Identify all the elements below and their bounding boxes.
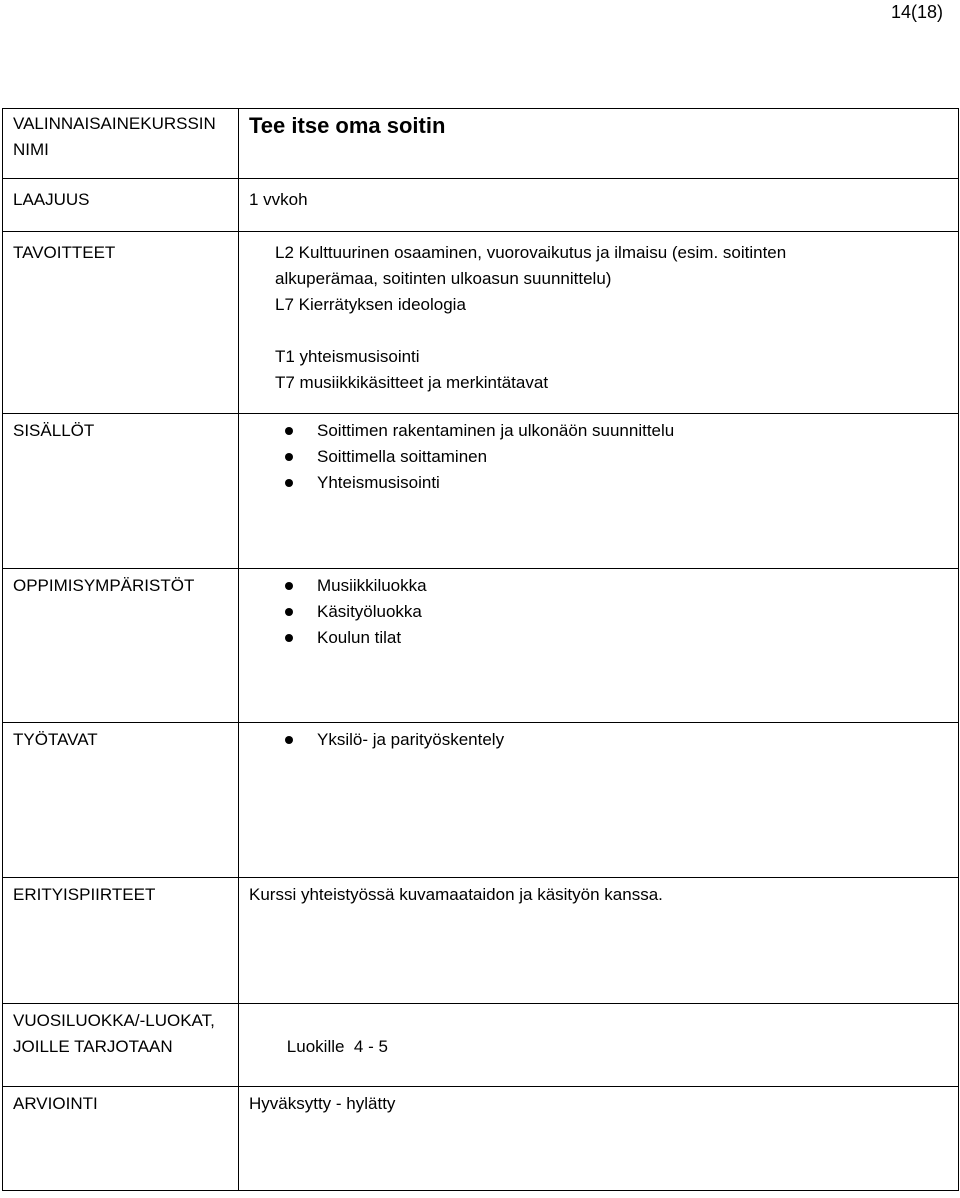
row-environments — [3, 569, 959, 723]
special-label: ERITYISPIIRTEET — [13, 885, 156, 904]
label-cell-contents — [3, 414, 239, 569]
label-cell-methods — [3, 723, 239, 878]
scope-value: 1 vvkoh — [249, 190, 308, 209]
label-cell-grades — [3, 1004, 239, 1087]
goal-line: T7 musiikkikäsitteet ja merkintätavat — [275, 373, 549, 392]
list-item — [249, 444, 948, 470]
goal-line: T1 yhteismusisointi — [275, 347, 420, 366]
list-item — [249, 727, 948, 753]
goal-line: L7 Kierrätyksen ideologia — [275, 295, 466, 314]
row-course-name — [3, 109, 959, 179]
bullet-icon — [285, 453, 293, 461]
course-title: Tee itse oma soitin — [249, 113, 446, 138]
list-item-text: Yhteismusisointi — [317, 473, 440, 492]
bullet-icon — [285, 634, 293, 642]
row-contents — [3, 414, 959, 569]
goal-line: L2 Kulttuurinen osaaminen, vuorovaikutus ja ilmaisu (esim. soitinten — [275, 243, 787, 262]
grades-value: Luokille 4 - 5 — [286, 1037, 388, 1056]
label-cell-goals — [3, 232, 239, 414]
value-cell-course-name — [239, 109, 959, 179]
environments-list — [249, 573, 948, 651]
course-name-label: VALINNAISAINEKURSSIN NIMI — [13, 114, 216, 159]
label-cell-course-name — [3, 109, 239, 179]
list-item — [249, 599, 948, 625]
list-item — [249, 625, 948, 651]
list-item — [249, 573, 948, 599]
value-cell-goals — [239, 232, 959, 414]
bullet-icon — [285, 608, 293, 616]
label-cell-assessment — [3, 1087, 239, 1191]
contents-list — [249, 418, 948, 496]
list-item-text: Käsityöluokka — [317, 602, 422, 621]
contents-label: SISÄLLÖT — [13, 421, 95, 440]
row-methods — [3, 723, 959, 878]
value-cell-contents — [239, 414, 959, 569]
row-goals — [3, 232, 959, 414]
list-item-text: Yksilö- ja parityöskentely — [317, 730, 505, 749]
row-grades — [3, 1004, 959, 1087]
assessment-value: Hyväksytty - hylätty — [249, 1094, 396, 1113]
value-cell-environments — [239, 569, 959, 723]
goals-label: TAVOITTEET — [13, 243, 116, 262]
value-cell-assessment — [239, 1087, 959, 1191]
goal-line: alkuperämaa, soitinten ulkoasun suunnittelu) — [275, 269, 612, 288]
value-cell-scope — [239, 179, 959, 232]
row-special — [3, 878, 959, 1004]
assessment-label: ARVIOINTI — [13, 1094, 98, 1113]
label-cell-scope — [3, 179, 239, 232]
list-item-text: Musiikkiluokka — [317, 576, 427, 595]
row-assessment — [3, 1087, 959, 1191]
methods-label: TYÖTAVAT — [13, 730, 98, 749]
list-item-text: Soittimella soittaminen — [317, 447, 488, 466]
label-cell-special — [3, 878, 239, 1004]
bullet-icon — [285, 427, 293, 435]
course-form-table — [2, 108, 959, 1191]
list-item-text: Koulun tilat — [317, 628, 402, 647]
methods-list — [249, 727, 948, 753]
environments-label: OPPIMISYMPÄRISTÖT — [13, 576, 195, 595]
page-number: 14(18) — [890, 2, 943, 22]
bullet-icon — [285, 479, 293, 487]
list-item — [249, 470, 948, 496]
value-cell-special — [239, 878, 959, 1004]
bullet-icon — [285, 582, 293, 590]
grades-label: VUOSILUOKKA/-LUOKAT, JOILLE TARJOTAAN — [13, 1011, 215, 1056]
list-item — [249, 418, 948, 444]
bullet-icon — [285, 736, 293, 744]
row-scope — [3, 179, 959, 232]
label-cell-environments — [3, 569, 239, 723]
special-value: Kurssi yhteistyössä kuvamaataidon ja käsityön kanssa. — [249, 885, 663, 904]
list-item-text: Soittimen rakentaminen ja ulkonäön suunnittelu — [317, 421, 675, 440]
scope-label: LAAJUUS — [13, 190, 90, 209]
value-cell-methods — [239, 723, 959, 878]
value-cell-grades — [239, 1004, 959, 1087]
